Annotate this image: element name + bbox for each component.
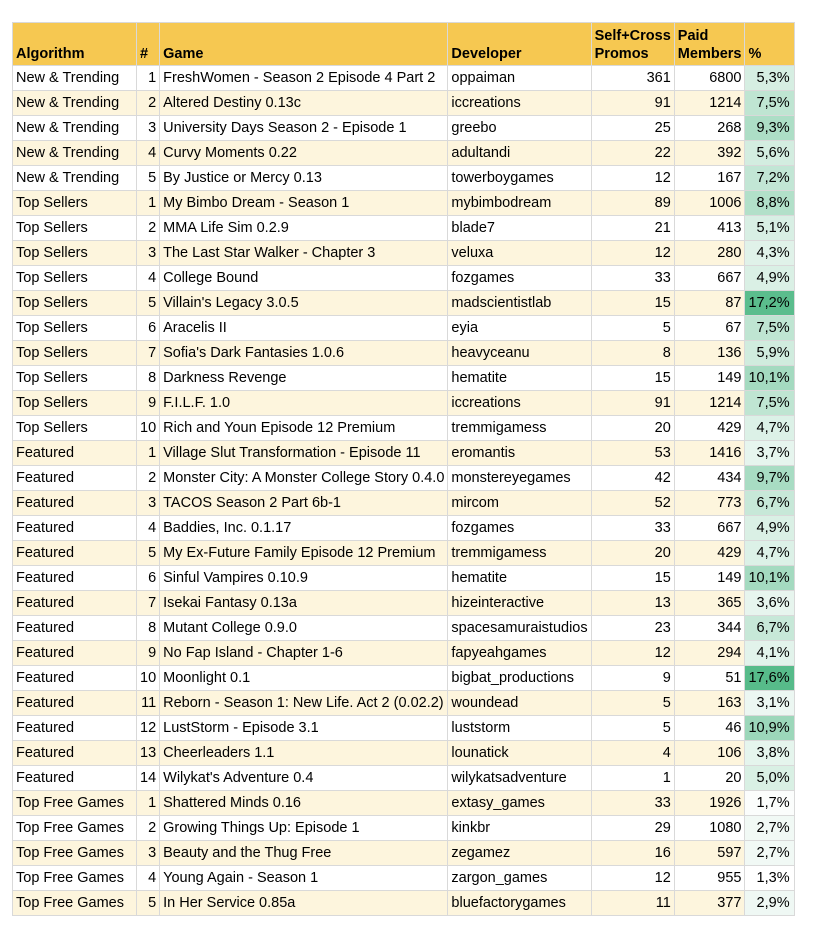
- cell-developer[interactable]: fapyeahgames: [448, 641, 591, 666]
- cell-percent[interactable]: 3,8%: [745, 741, 794, 766]
- cell-developer[interactable]: iccreations: [448, 91, 591, 116]
- cell-percent[interactable]: 5,0%: [745, 766, 794, 791]
- cell-game[interactable]: Growing Things Up: Episode 1: [160, 816, 448, 841]
- cell-percent[interactable]: 7,5%: [745, 91, 794, 116]
- cell-promos[interactable]: 12: [591, 166, 674, 191]
- cell-number[interactable]: 3: [137, 491, 160, 516]
- cell-paid-members[interactable]: 268: [674, 116, 745, 141]
- cell-paid-members[interactable]: 597: [674, 841, 745, 866]
- cell-developer[interactable]: greebo: [448, 116, 591, 141]
- header-developer[interactable]: Developer: [448, 23, 591, 66]
- cell-algorithm[interactable]: Top Free Games: [13, 841, 137, 866]
- cell-game[interactable]: FreshWomen - Season 2 Episode 4 Part 2: [160, 66, 448, 91]
- cell-paid-members[interactable]: 413: [674, 216, 745, 241]
- cell-game[interactable]: Shattered Minds 0.16: [160, 791, 448, 816]
- cell-game[interactable]: In Her Service 0.85a: [160, 891, 448, 916]
- cell-percent[interactable]: 7,5%: [745, 391, 794, 416]
- cell-promos[interactable]: 5: [591, 691, 674, 716]
- cell-paid-members[interactable]: 667: [674, 266, 745, 291]
- cell-number[interactable]: 2: [137, 216, 160, 241]
- cell-promos[interactable]: 91: [591, 91, 674, 116]
- cell-developer[interactable]: bluefactorygames: [448, 891, 591, 916]
- table-row: [13, 541, 795, 566]
- cell-paid-members[interactable]: 1214: [674, 391, 745, 416]
- cell-game[interactable]: Rich and Youn Episode 12 Premium: [160, 416, 448, 441]
- cell-promos[interactable]: 11: [591, 891, 674, 916]
- cell-number[interactable]: 3: [137, 116, 160, 141]
- cell-percent[interactable]: 7,5%: [745, 316, 794, 341]
- cell-developer[interactable]: zegamez: [448, 841, 591, 866]
- cell-promos[interactable]: 13: [591, 591, 674, 616]
- table-row: [13, 116, 795, 141]
- cell-algorithm[interactable]: Top Free Games: [13, 891, 137, 916]
- cell-paid-members[interactable]: 294: [674, 641, 745, 666]
- cell-developer[interactable]: mybimbodream: [448, 191, 591, 216]
- cell-algorithm[interactable]: Featured: [13, 541, 137, 566]
- cell-number[interactable]: 4: [137, 516, 160, 541]
- cell-paid-members[interactable]: 87: [674, 291, 745, 316]
- cell-developer[interactable]: zargon_games: [448, 866, 591, 891]
- cell-percent[interactable]: 10,9%: [745, 716, 794, 741]
- cell-developer[interactable]: hematite: [448, 366, 591, 391]
- cell-game[interactable]: Village Slut Transformation - Episode 11: [160, 441, 448, 466]
- cell-paid-members[interactable]: 955: [674, 866, 745, 891]
- cell-paid-members[interactable]: 429: [674, 416, 745, 441]
- cell-game[interactable]: Wilykat's Adventure 0.4: [160, 766, 448, 791]
- table-row: [13, 691, 795, 716]
- cell-number[interactable]: 8: [137, 366, 160, 391]
- cell-algorithm[interactable]: New & Trending: [13, 166, 137, 191]
- cell-number[interactable]: 9: [137, 391, 160, 416]
- cell-game[interactable]: Altered Destiny 0.13c: [160, 91, 448, 116]
- cell-developer[interactable]: heavyceanu: [448, 341, 591, 366]
- cell-paid-members[interactable]: 67: [674, 316, 745, 341]
- cell-algorithm[interactable]: Featured: [13, 741, 137, 766]
- table-row: [13, 516, 795, 541]
- table-row: [13, 366, 795, 391]
- cell-developer[interactable]: eyia: [448, 316, 591, 341]
- cell-algorithm[interactable]: Featured: [13, 691, 137, 716]
- cell-paid-members[interactable]: 392: [674, 141, 745, 166]
- cell-developer[interactable]: fozgames: [448, 266, 591, 291]
- cell-algorithm[interactable]: Top Sellers: [13, 366, 137, 391]
- cell-percent[interactable]: 5,3%: [745, 66, 794, 91]
- cell-paid-members[interactable]: 1080: [674, 816, 745, 841]
- cell-algorithm[interactable]: New & Trending: [13, 141, 137, 166]
- cell-promos[interactable]: 8: [591, 341, 674, 366]
- cell-developer[interactable]: extasy_games: [448, 791, 591, 816]
- cell-percent[interactable]: 6,7%: [745, 616, 794, 641]
- cell-developer[interactable]: veluxa: [448, 241, 591, 266]
- cell-number[interactable]: 4: [137, 266, 160, 291]
- cell-game[interactable]: Sinful Vampires 0.10.9: [160, 566, 448, 591]
- cell-developer[interactable]: bigbat_productions: [448, 666, 591, 691]
- cell-promos[interactable]: 15: [591, 291, 674, 316]
- cell-paid-members[interactable]: 149: [674, 566, 745, 591]
- cell-algorithm[interactable]: Top Free Games: [13, 866, 137, 891]
- table-row: [13, 841, 795, 866]
- cell-paid-members[interactable]: 365: [674, 591, 745, 616]
- cell-percent[interactable]: 5,6%: [745, 141, 794, 166]
- cell-promos[interactable]: 1: [591, 766, 674, 791]
- cell-developer[interactable]: tremmigamess: [448, 541, 591, 566]
- cell-percent[interactable]: 9,7%: [745, 466, 794, 491]
- cell-game[interactable]: Moonlight 0.1: [160, 666, 448, 691]
- cell-number[interactable]: 10: [137, 666, 160, 691]
- table-row: [13, 866, 795, 891]
- table-row: [13, 791, 795, 816]
- header-game[interactable]: Game: [160, 23, 448, 66]
- cell-number[interactable]: 4: [137, 141, 160, 166]
- cell-developer[interactable]: towerboygames: [448, 166, 591, 191]
- cell-developer[interactable]: adultandi: [448, 141, 591, 166]
- cell-number[interactable]: 9: [137, 641, 160, 666]
- cell-algorithm[interactable]: Top Sellers: [13, 291, 137, 316]
- cell-algorithm[interactable]: Featured: [13, 466, 137, 491]
- cell-promos[interactable]: 21: [591, 216, 674, 241]
- cell-developer[interactable]: lounatick: [448, 741, 591, 766]
- cell-game[interactable]: TACOS Season 2 Part 6b-1: [160, 491, 448, 516]
- cell-paid-members[interactable]: 1926: [674, 791, 745, 816]
- cell-number[interactable]: 7: [137, 341, 160, 366]
- header-row: [13, 23, 795, 66]
- cell-game[interactable]: Beauty and the Thug Free: [160, 841, 448, 866]
- cell-algorithm[interactable]: Featured: [13, 516, 137, 541]
- cell-number[interactable]: 8: [137, 616, 160, 641]
- cell-promos[interactable]: 361: [591, 66, 674, 91]
- cell-paid-members[interactable]: 20: [674, 766, 745, 791]
- cell-game[interactable]: Isekai Fantasy 0.13a: [160, 591, 448, 616]
- cell-paid-members[interactable]: 46: [674, 716, 745, 741]
- header-promos[interactable]: [591, 23, 674, 66]
- cell-percent[interactable]: 3,7%: [745, 441, 794, 466]
- cell-game[interactable]: Villain's Legacy 3.0.5: [160, 291, 448, 316]
- cell-developer[interactable]: spacesamuraistudios: [448, 616, 591, 641]
- cell-promos[interactable]: 33: [591, 516, 674, 541]
- cell-promos[interactable]: 15: [591, 366, 674, 391]
- cell-developer[interactable]: blade7: [448, 216, 591, 241]
- cell-paid-members[interactable]: 6800: [674, 66, 745, 91]
- cell-percent[interactable]: 10,1%: [745, 366, 794, 391]
- cell-game[interactable]: MMA Life Sim 0.2.9: [160, 216, 448, 241]
- cell-number[interactable]: 2: [137, 91, 160, 116]
- cell-game[interactable]: Sofia's Dark Fantasies 1.0.6: [160, 341, 448, 366]
- cell-percent[interactable]: 9,3%: [745, 116, 794, 141]
- cell-paid-members[interactable]: 136: [674, 341, 745, 366]
- header-paid-members[interactable]: [674, 23, 745, 66]
- cell-promos[interactable]: 4: [591, 741, 674, 766]
- cell-number[interactable]: 4: [137, 866, 160, 891]
- cell-algorithm[interactable]: Top Sellers: [13, 416, 137, 441]
- cell-developer[interactable]: oppaiman: [448, 66, 591, 91]
- cell-promos[interactable]: 20: [591, 541, 674, 566]
- cell-algorithm[interactable]: Top Sellers: [13, 391, 137, 416]
- cell-promos[interactable]: 12: [591, 241, 674, 266]
- cell-promos[interactable]: 9: [591, 666, 674, 691]
- table-row: [13, 816, 795, 841]
- table-row: [13, 641, 795, 666]
- table-row: [13, 441, 795, 466]
- cell-algorithm[interactable]: Featured: [13, 716, 137, 741]
- cell-paid-members[interactable]: 149: [674, 366, 745, 391]
- cell-paid-members[interactable]: 280: [674, 241, 745, 266]
- cell-developer[interactable]: madscientistlab: [448, 291, 591, 316]
- cell-algorithm[interactable]: Featured: [13, 491, 137, 516]
- table-row: [13, 616, 795, 641]
- cell-paid-members[interactable]: 344: [674, 616, 745, 641]
- cell-percent[interactable]: 8,8%: [745, 191, 794, 216]
- cell-percent[interactable]: 5,9%: [745, 341, 794, 366]
- cell-number[interactable]: 2: [137, 466, 160, 491]
- cell-developer[interactable]: fozgames: [448, 516, 591, 541]
- header-algorithm[interactable]: Algorithm: [13, 23, 137, 66]
- cell-number[interactable]: 10: [137, 416, 160, 441]
- cell-algorithm[interactable]: Top Free Games: [13, 791, 137, 816]
- cell-number[interactable]: 13: [137, 741, 160, 766]
- cell-number[interactable]: 5: [137, 891, 160, 916]
- cell-algorithm[interactable]: Featured: [13, 641, 137, 666]
- cell-percent[interactable]: 4,9%: [745, 516, 794, 541]
- cell-algorithm[interactable]: Top Sellers: [13, 341, 137, 366]
- cell-algorithm[interactable]: Top Sellers: [13, 216, 137, 241]
- cell-percent[interactable]: 2,7%: [745, 841, 794, 866]
- table-row: [13, 191, 795, 216]
- table-row: [13, 391, 795, 416]
- table-row: [13, 216, 795, 241]
- cell-number[interactable]: 2: [137, 816, 160, 841]
- table-row: [13, 166, 795, 191]
- table-row: [13, 491, 795, 516]
- cell-promos[interactable]: 89: [591, 191, 674, 216]
- cell-promos[interactable]: 20: [591, 416, 674, 441]
- cell-percent[interactable]: 2,7%: [745, 816, 794, 841]
- cell-paid-members[interactable]: 667: [674, 516, 745, 541]
- cell-percent[interactable]: 1,7%: [745, 791, 794, 816]
- cell-algorithm[interactable]: Featured: [13, 591, 137, 616]
- cell-game[interactable]: My Ex-Future Family Episode 12 Premium: [160, 541, 448, 566]
- table-row: [13, 316, 795, 341]
- cell-promos[interactable]: 25: [591, 116, 674, 141]
- cell-promos[interactable]: 33: [591, 266, 674, 291]
- cell-percent[interactable]: 5,1%: [745, 216, 794, 241]
- cell-algorithm[interactable]: Top Sellers: [13, 316, 137, 341]
- cell-algorithm[interactable]: Top Sellers: [13, 241, 137, 266]
- cell-percent[interactable]: 4,7%: [745, 541, 794, 566]
- cell-percent[interactable]: 4,7%: [745, 416, 794, 441]
- cell-promos[interactable]: 12: [591, 866, 674, 891]
- cell-number[interactable]: 6: [137, 316, 160, 341]
- cell-number[interactable]: 12: [137, 716, 160, 741]
- table-row: [13, 341, 795, 366]
- table-row: [13, 466, 795, 491]
- data-table: [12, 22, 795, 916]
- cell-promos[interactable]: 33: [591, 791, 674, 816]
- cell-game[interactable]: University Days Season 2 - Episode 1: [160, 116, 448, 141]
- cell-promos[interactable]: 29: [591, 816, 674, 841]
- cell-number[interactable]: 1: [137, 441, 160, 466]
- cell-promos[interactable]: 42: [591, 466, 674, 491]
- cell-paid-members[interactable]: 434: [674, 466, 745, 491]
- table-row: [13, 666, 795, 691]
- table-row: [13, 741, 795, 766]
- cell-game[interactable]: LustStorm - Episode 3.1: [160, 716, 448, 741]
- cell-promos[interactable]: 52: [591, 491, 674, 516]
- cell-number[interactable]: 6: [137, 566, 160, 591]
- cell-number[interactable]: 11: [137, 691, 160, 716]
- table-row: [13, 266, 795, 291]
- cell-promos[interactable]: 22: [591, 141, 674, 166]
- cell-algorithm[interactable]: Featured: [13, 766, 137, 791]
- cell-percent[interactable]: 7,2%: [745, 166, 794, 191]
- cell-developer[interactable]: monstereyegames: [448, 466, 591, 491]
- cell-game[interactable]: No Fap Island - Chapter 1-6: [160, 641, 448, 666]
- cell-game[interactable]: Young Again - Season 1: [160, 866, 448, 891]
- table-row: [13, 716, 795, 741]
- cell-promos[interactable]: 23: [591, 616, 674, 641]
- cell-developer[interactable]: iccreations: [448, 391, 591, 416]
- cell-promos[interactable]: 91: [591, 391, 674, 416]
- cell-promos[interactable]: 15: [591, 566, 674, 591]
- cell-algorithm[interactable]: Featured: [13, 566, 137, 591]
- cell-algorithm[interactable]: Top Sellers: [13, 191, 137, 216]
- cell-paid-members[interactable]: 377: [674, 891, 745, 916]
- table-row: [13, 291, 795, 316]
- cell-game[interactable]: Curvy Moments 0.22: [160, 141, 448, 166]
- cell-number[interactable]: 1: [137, 66, 160, 91]
- cell-algorithm[interactable]: New & Trending: [13, 91, 137, 116]
- cell-number[interactable]: 1: [137, 791, 160, 816]
- cell-percent[interactable]: 1,3%: [745, 866, 794, 891]
- header-number[interactable]: #: [137, 23, 160, 66]
- header-paid-line1: Paid: [677, 28, 709, 44]
- cell-algorithm[interactable]: Featured: [13, 616, 137, 641]
- cell-game[interactable]: Mutant College 0.9.0: [160, 616, 448, 641]
- cell-percent[interactable]: 3,1%: [745, 691, 794, 716]
- cell-percent[interactable]: 4,9%: [745, 266, 794, 291]
- cell-paid-members[interactable]: 773: [674, 491, 745, 516]
- cell-percent[interactable]: 4,3%: [745, 241, 794, 266]
- cell-paid-members[interactable]: 1416: [674, 441, 745, 466]
- cell-algorithm[interactable]: New & Trending: [13, 66, 137, 91]
- cell-developer[interactable]: woundead: [448, 691, 591, 716]
- cell-game[interactable]: Baddies, Inc. 0.1.17: [160, 516, 448, 541]
- cell-game[interactable]: F.I.L.F. 1.0: [160, 391, 448, 416]
- table-row: [13, 591, 795, 616]
- cell-paid-members[interactable]: 1214: [674, 91, 745, 116]
- table-row: [13, 141, 795, 166]
- cell-developer[interactable]: hematite: [448, 566, 591, 591]
- cell-paid-members[interactable]: 167: [674, 166, 745, 191]
- cell-percent[interactable]: 2,9%: [745, 891, 794, 916]
- cell-percent[interactable]: 3,6%: [745, 591, 794, 616]
- cell-number[interactable]: 3: [137, 841, 160, 866]
- cell-promos[interactable]: 5: [591, 316, 674, 341]
- cell-promos[interactable]: 16: [591, 841, 674, 866]
- table-row: [13, 91, 795, 116]
- table-row: [13, 891, 795, 916]
- cell-game[interactable]: College Bound: [160, 266, 448, 291]
- cell-paid-members[interactable]: 1006: [674, 191, 745, 216]
- cell-game[interactable]: Reborn - Season 1: New Life. Act 2 (0.02.2): [160, 691, 448, 716]
- cell-algorithm[interactable]: Featured: [13, 441, 137, 466]
- header-promos-line2: Promos: [594, 46, 649, 62]
- cell-developer[interactable]: eromantis: [448, 441, 591, 466]
- cell-game[interactable]: By Justice or Mercy 0.13: [160, 166, 448, 191]
- cell-number[interactable]: 5: [137, 541, 160, 566]
- table-row: [13, 416, 795, 441]
- header-promos-line1: Self+Cross: [594, 28, 671, 44]
- cell-algorithm[interactable]: Featured: [13, 666, 137, 691]
- cell-game[interactable]: Aracelis II: [160, 316, 448, 341]
- cell-algorithm[interactable]: Top Free Games: [13, 816, 137, 841]
- cell-game[interactable]: Monster City: A Monster College Story 0.4.0: [160, 466, 448, 491]
- cell-number[interactable]: 7: [137, 591, 160, 616]
- cell-developer[interactable]: tremmigamess: [448, 416, 591, 441]
- table-row: [13, 766, 795, 791]
- cell-developer[interactable]: mircom: [448, 491, 591, 516]
- cell-algorithm[interactable]: Top Sellers: [13, 266, 137, 291]
- cell-number[interactable]: 3: [137, 241, 160, 266]
- cell-number[interactable]: 5: [137, 166, 160, 191]
- cell-developer[interactable]: hizeinteractive: [448, 591, 591, 616]
- cell-promos[interactable]: 5: [591, 716, 674, 741]
- cell-paid-members[interactable]: 163: [674, 691, 745, 716]
- cell-game[interactable]: My Bimbo Dream - Season 1: [160, 191, 448, 216]
- cell-number[interactable]: 14: [137, 766, 160, 791]
- header-paid-line2: Members: [677, 46, 742, 62]
- cell-number[interactable]: 5: [137, 291, 160, 316]
- cell-algorithm[interactable]: New & Trending: [13, 116, 137, 141]
- table-row: [13, 566, 795, 591]
- cell-game[interactable]: The Last Star Walker - Chapter 3: [160, 241, 448, 266]
- cell-percent[interactable]: 17,6%: [745, 666, 794, 691]
- table-row: [13, 66, 795, 91]
- cell-promos[interactable]: 12: [591, 641, 674, 666]
- cell-percent[interactable]: 6,7%: [745, 491, 794, 516]
- cell-developer[interactable]: wilykatsadventure: [448, 766, 591, 791]
- cell-paid-members[interactable]: 51: [674, 666, 745, 691]
- cell-game[interactable]: Darkness Revenge: [160, 366, 448, 391]
- cell-number[interactable]: 1: [137, 191, 160, 216]
- cell-developer[interactable]: luststorm: [448, 716, 591, 741]
- cell-paid-members[interactable]: 106: [674, 741, 745, 766]
- cell-paid-members[interactable]: 429: [674, 541, 745, 566]
- cell-developer[interactable]: kinkbr: [448, 816, 591, 841]
- header-percent[interactable]: %: [745, 23, 794, 66]
- cell-percent[interactable]: 10,1%: [745, 566, 794, 591]
- cell-percent[interactable]: 4,1%: [745, 641, 794, 666]
- cell-percent[interactable]: 17,2%: [745, 291, 794, 316]
- cell-promos[interactable]: 53: [591, 441, 674, 466]
- cell-game[interactable]: Cheerleaders 1.1: [160, 741, 448, 766]
- table-row: [13, 241, 795, 266]
